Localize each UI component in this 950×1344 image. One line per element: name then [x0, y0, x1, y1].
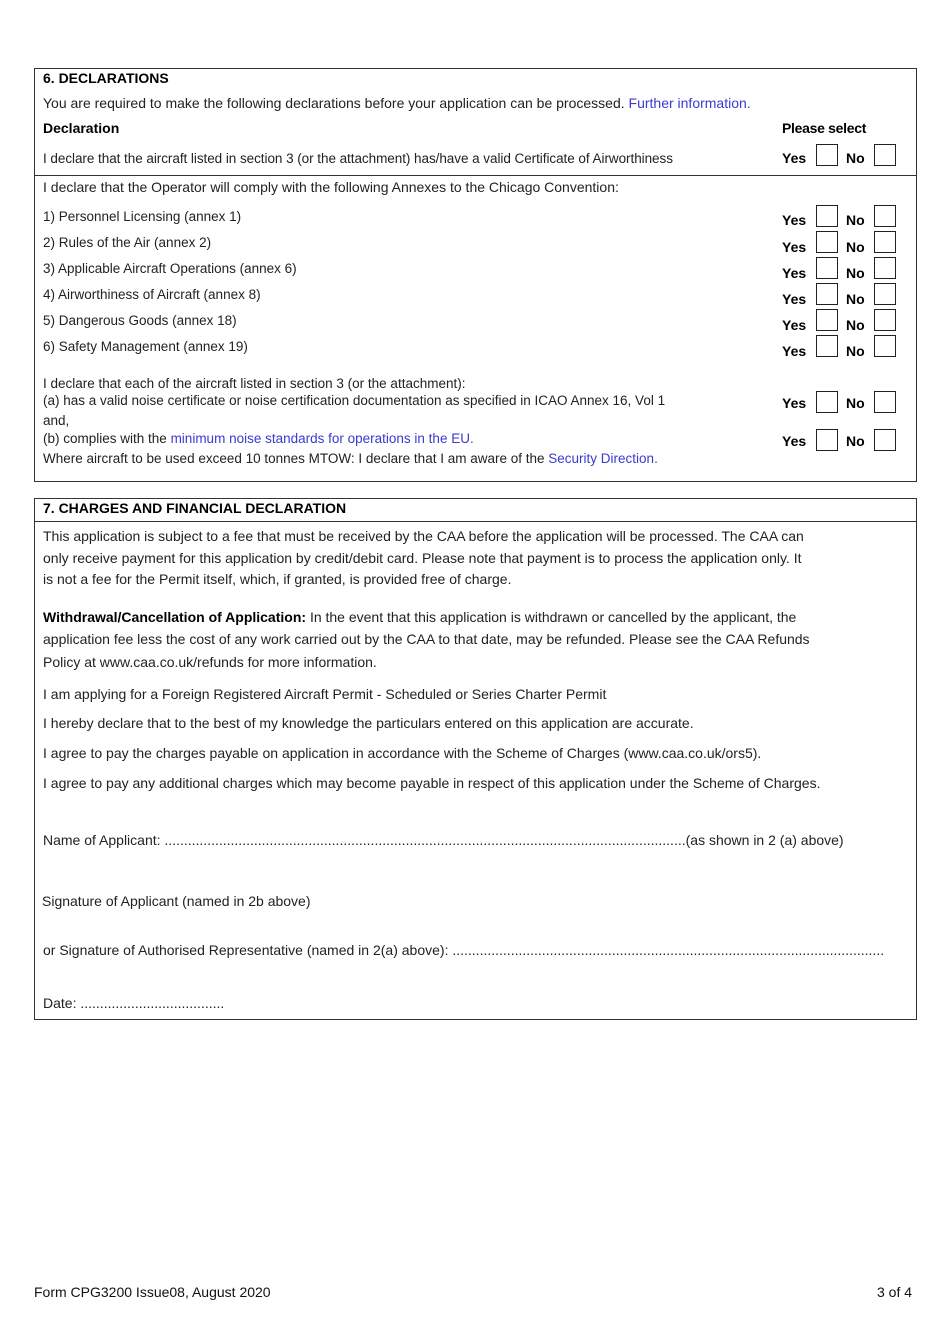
section-6-intro — [43, 95, 751, 111]
withdrawal-line-3: Policy at www.caa.co.uk/refunds for more information. — [43, 654, 377, 670]
yes-label: Yes — [782, 265, 807, 281]
applicant-signature-field[interactable]: Signature of Applicant (named in 2b above) — [42, 893, 311, 909]
date-dots: ..................................... — [80, 995, 225, 1011]
no-label: No — [846, 291, 865, 307]
footer-form-id: Form CPG3200 Issue08, August 2020 — [34, 1284, 271, 1300]
annex-2-no-checkbox[interactable] — [874, 231, 896, 253]
annex-5-yes-checkbox[interactable] — [816, 309, 838, 331]
no-label: No — [846, 150, 865, 166]
annex-1-no-checkbox[interactable] — [874, 205, 896, 227]
accuracy-statement: I hereby declare that to the best of my knowledge the particulars entered on this application are accurate. — [43, 715, 694, 731]
footer-page-number: 3 of 4 — [877, 1284, 913, 1300]
annex-4-yes-checkbox[interactable] — [816, 283, 838, 305]
yes-label: Yes — [782, 239, 807, 255]
annex-6-label: 6) Safety Management (annex 19) — [43, 339, 248, 354]
applicant-name-dots: ...................................................................................................................................... — [164, 832, 686, 848]
no-label: No — [846, 395, 865, 411]
yes-label: Yes — [782, 291, 807, 307]
section-6-title: 6. DECLARATIONS — [43, 70, 169, 86]
fee-line-3: is not a fee for the Permit itself, which, if granted, is provided free of charge. — [43, 571, 512, 587]
date-label: Date: — [43, 995, 81, 1011]
security-text: Where aircraft to be used exceed 10 tonnes MTOW: I declare that I am aware of the — [43, 451, 545, 466]
withdrawal-heading: Withdrawal/Cancellation of Application: — [43, 609, 307, 625]
declaration-column-header: Declaration — [43, 120, 120, 136]
no-label: No — [846, 317, 865, 333]
withdrawal-line-2: application fee less the cost of any work carried out by the CAA to that date, may be refunded. Please see the CAA Refunds — [43, 631, 810, 647]
further-information-link[interactable]: Further information. — [628, 95, 751, 111]
noise-b-yes-checkbox[interactable] — [816, 429, 838, 451]
no-label: No — [846, 212, 865, 228]
annex-1-yes-checkbox[interactable] — [816, 205, 838, 227]
date-field[interactable] — [43, 995, 224, 1011]
no-label: No — [846, 265, 865, 281]
withdrawal-text: In the event that this application is withdrawn or cancelled by the applicant, the — [309, 609, 797, 625]
annex-3-no-checkbox[interactable] — [874, 257, 896, 279]
yes-label: Yes — [782, 317, 807, 333]
no-label: No — [846, 239, 865, 255]
noise-clause-a-and: and, — [43, 413, 70, 428]
section-6-divider — [34, 175, 917, 176]
yes-label: Yes — [782, 150, 807, 166]
intro-text: You are required to make the following declarations before your application can be processed. — [43, 95, 625, 111]
additional-charges-agreement: I agree to pay any additional charges which may become payable in respect of this application under the Scheme of Charges. — [43, 775, 821, 791]
representative-signature-label: or Signature of Authorised Representative (named in 2(a) above): — [43, 942, 453, 958]
annex-6-yes-checkbox[interactable] — [816, 335, 838, 357]
noise-b-no-checkbox[interactable] — [874, 429, 896, 451]
section-7-title: 7. CHARGES AND FINANCIAL DECLARATION — [43, 500, 347, 516]
security-direction-link[interactable]: Security Direction. — [548, 451, 658, 466]
yes-label: Yes — [782, 395, 807, 411]
security-declaration — [43, 451, 658, 466]
yes-label: Yes — [782, 433, 807, 449]
no-label: No — [846, 343, 865, 359]
charges-agreement: I agree to pay the charges payable on application in accordance with the Scheme of Charges (www.caa.co.uk/ors5). — [43, 745, 762, 761]
noise-a-yes-checkbox[interactable] — [816, 391, 838, 413]
withdrawal-line-1 — [43, 609, 796, 625]
annex-5-label: 5) Dangerous Goods (annex 18) — [43, 313, 237, 328]
fee-line-1: This application is subject to a fee that must be received by the CAA before the application will be processed. The CAA can — [43, 528, 804, 544]
annex-4-no-checkbox[interactable] — [874, 283, 896, 305]
applicant-name-label: Name of Applicant: — [43, 832, 165, 848]
noise-clause-b — [43, 431, 474, 446]
annex-4-label: 4) Airworthiness of Aircraft (annex 8) — [43, 287, 261, 302]
annex-6-no-checkbox[interactable] — [874, 335, 896, 357]
minimum-noise-standards-link[interactable]: minimum noise standards for operations in the EU. — [170, 431, 474, 446]
noise-a-no-checkbox[interactable] — [874, 391, 896, 413]
noise-intro: I declare that each of the aircraft listed in section 3 (or the attachment): — [43, 376, 466, 391]
applicant-name-field[interactable] — [43, 832, 844, 848]
annex-intro: I declare that the Operator will comply with the following Annexes to the Chicago Convention: — [43, 179, 619, 195]
fee-line-2: only receive payment for this application by credit/debit card. Please note that payment is to process the application only. It — [43, 550, 802, 566]
annex-1-label: 1) Personnel Licensing (annex 1) — [43, 209, 242, 224]
annex-3-label: 3) Applicable Aircraft Operations (annex 6) — [43, 261, 297, 276]
applying-statement: I am applying for a Foreign Registered Aircraft Permit - Scheduled or Series Charter Permit — [43, 686, 607, 702]
noise-clause-a: (a) has a valid noise certificate or noise certification documentation as specified in ICAO Annex 16, Vol 1 — [43, 393, 666, 408]
applicant-name-suffix: (as shown in 2 (a) above) — [685, 832, 844, 848]
noise-clause-b-text: (b) complies with the — [43, 431, 167, 446]
yes-label: Yes — [782, 343, 807, 359]
representative-signature-field[interactable] — [43, 942, 884, 958]
annex-2-yes-checkbox[interactable] — [816, 231, 838, 253]
annex-2-label: 2) Rules of the Air (annex 2) — [43, 235, 212, 250]
section-7-title-divider — [34, 521, 917, 522]
airworthiness-declaration: I declare that the aircraft listed in section 3 (or the attachment) has/have a valid Certificate of Airworthiness — [43, 151, 673, 166]
no-label: No — [846, 433, 865, 449]
yes-label: Yes — [782, 212, 807, 228]
annex-3-yes-checkbox[interactable] — [816, 257, 838, 279]
airworthiness-yes-checkbox[interactable] — [816, 144, 838, 166]
please-select-column-header: Please select — [782, 120, 867, 136]
annex-5-no-checkbox[interactable] — [874, 309, 896, 331]
airworthiness-no-checkbox[interactable] — [874, 144, 896, 166]
representative-signature-dots: ............................................................................................................... — [452, 942, 885, 958]
